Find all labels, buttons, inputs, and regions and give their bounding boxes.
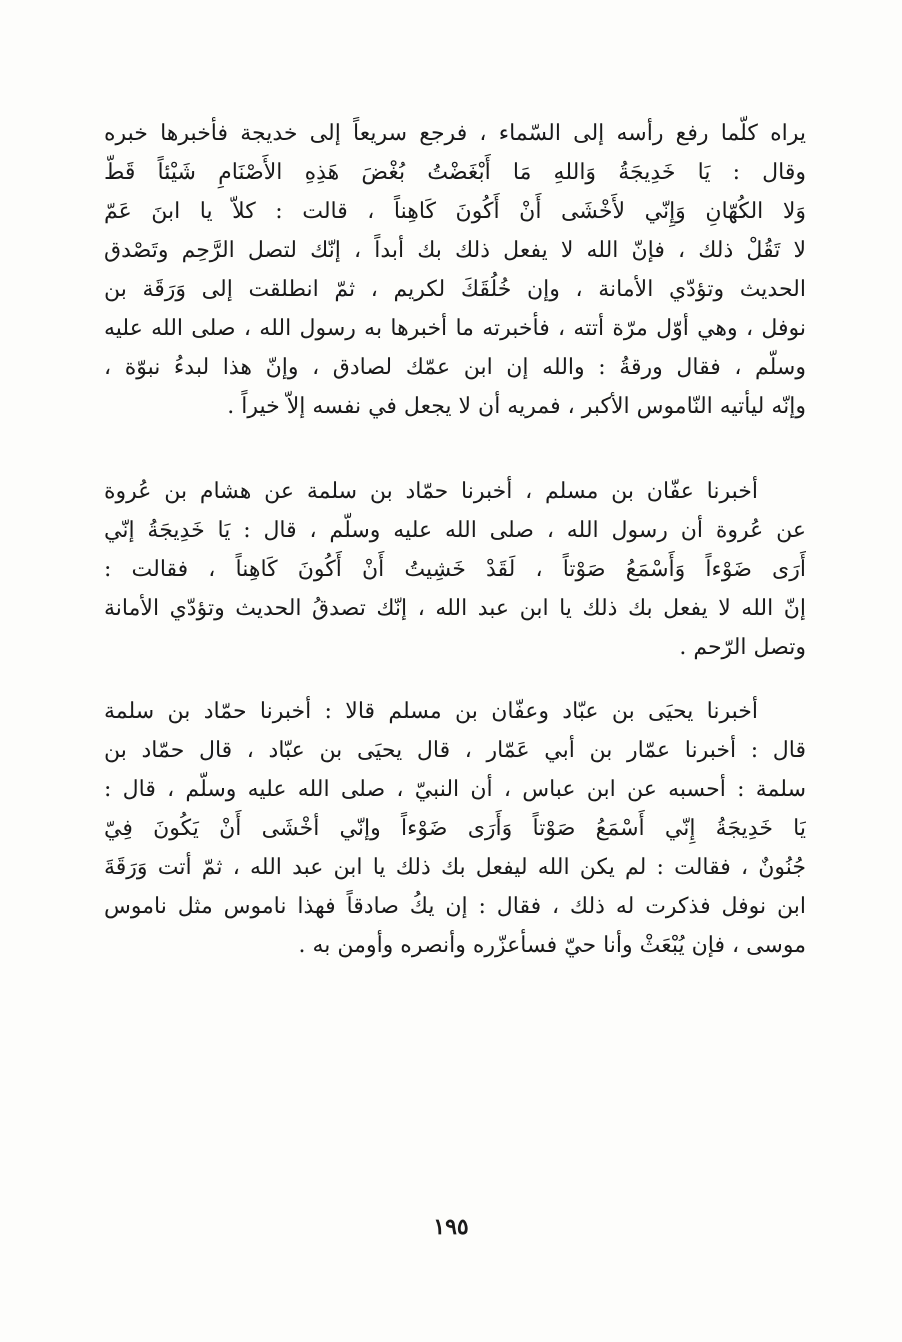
text-line: أَرَى ضَوْءاً وَأَسْمَعُ صَوْتاً ، لَقَدْ خَشِيتُ أَنْ أَكُونَ كَاهِناً ، فقالت : bbox=[104, 557, 806, 582]
text-line: الحديث وتؤدّي الأمانة ، وإن خُلُقَكَ لكريم ، ثمّ انطلقت إلى وَرَقَة بن bbox=[104, 277, 806, 302]
text-line: أخبرنا يحيَى بن عبّاد وعفّان بن مسلم قالا : أخبرنا حمّاد بن سلمة bbox=[104, 699, 758, 724]
text-line: عن عُروة أن رسول الله ، صلى الله عليه وسلّم ، قال : يَا خَدِيجَةُ إنّي bbox=[104, 518, 806, 543]
paragraph-3 bbox=[104, 692, 806, 965]
page-number: ١٩٥ bbox=[433, 1214, 469, 1240]
text-line: وإنّه ليأتيه النّاموس الأكبر ، فمريه أن لا يجعل في نفسه إلاّ خيراً . bbox=[227, 394, 806, 419]
text-line: جُنُونٌ ، فقالت : لم يكن الله ليفعل بك ذلك يا ابن عبد الله ، ثمّ أتت وَرَقَةَ bbox=[104, 855, 806, 880]
paragraph-1 bbox=[104, 114, 806, 426]
text-line: وتصل الرّحم . bbox=[679, 635, 806, 660]
text-line: وَلا الكُهّانِ وَإِنّي لأَخْشَى أَنْ أَكُونَ كَاهِناً ، قالت : كلاّ يا ابنَ عَمّ bbox=[104, 199, 806, 224]
text-line: إنّ الله لا يفعل بك ذلك يا ابن عبد الله ، إنّك تصدقُ الحديث وتؤدّي الأمانة bbox=[104, 596, 806, 621]
text-line: وقال : يَا خَدِيجَةُ وَاللهِ مَا أَبْغَضْتُ بُغْضَ هَذِهِ الأَصْنَامِ شَيْئاً قَطّ bbox=[104, 160, 806, 185]
text-line: لا تَقُلْ ذلك ، فإنّ الله لا يفعل ذلك بك أبداً ، إنّك لتصل الرَّحِم وتَصْدق bbox=[104, 238, 806, 263]
text-line: أخبرنا عفّان بن مسلم ، أخبرنا حمّاد بن سلمة عن هشام بن عُروة bbox=[104, 479, 758, 504]
text-line: يراه كلّما رفع رأسه إلى السّماء ، فرجع سريعاً إلى خديجة فأخبرها خبره bbox=[104, 121, 806, 146]
text-line: وسلّم ، فقال ورقةُ : والله إن ابن عمّك لصادق ، وإنّ هذا لبدءُ نبوّة ، bbox=[104, 355, 806, 380]
paragraph-2 bbox=[104, 472, 806, 667]
text-line: سلمة : أحسبه عن ابن عباس ، أن النبيّ ، صلى الله عليه وسلّم ، قال : bbox=[104, 777, 806, 802]
text-line: نوفل ، وهي أوّل مرّة أتته ، فأخبرته ما أخبرها به رسول الله ، صلى الله عليه bbox=[104, 316, 806, 341]
text-line: قال : أخبرنا عمّار بن أبي عَمّار ، قال يحيَى بن عبّاد ، قال حمّاد بن bbox=[104, 738, 806, 763]
text-line: يَا خَدِيجَةُ إِنّي أَسْمَعُ صَوْتاً وَأَرَى ضَوْءاً وإنّي أخْشَى أَنْ يَكُونَ فِيّ bbox=[104, 816, 806, 841]
text-line: موسى ، فإن يُبْعَثْ وأنا حيّ فسأعزّره وأنصره وأومن به . bbox=[298, 933, 806, 958]
text-line: ابن نوفل فذكرت له ذلك ، فقال : إن يكُ صادقاً فهذا ناموس مثل ناموس bbox=[104, 894, 806, 919]
